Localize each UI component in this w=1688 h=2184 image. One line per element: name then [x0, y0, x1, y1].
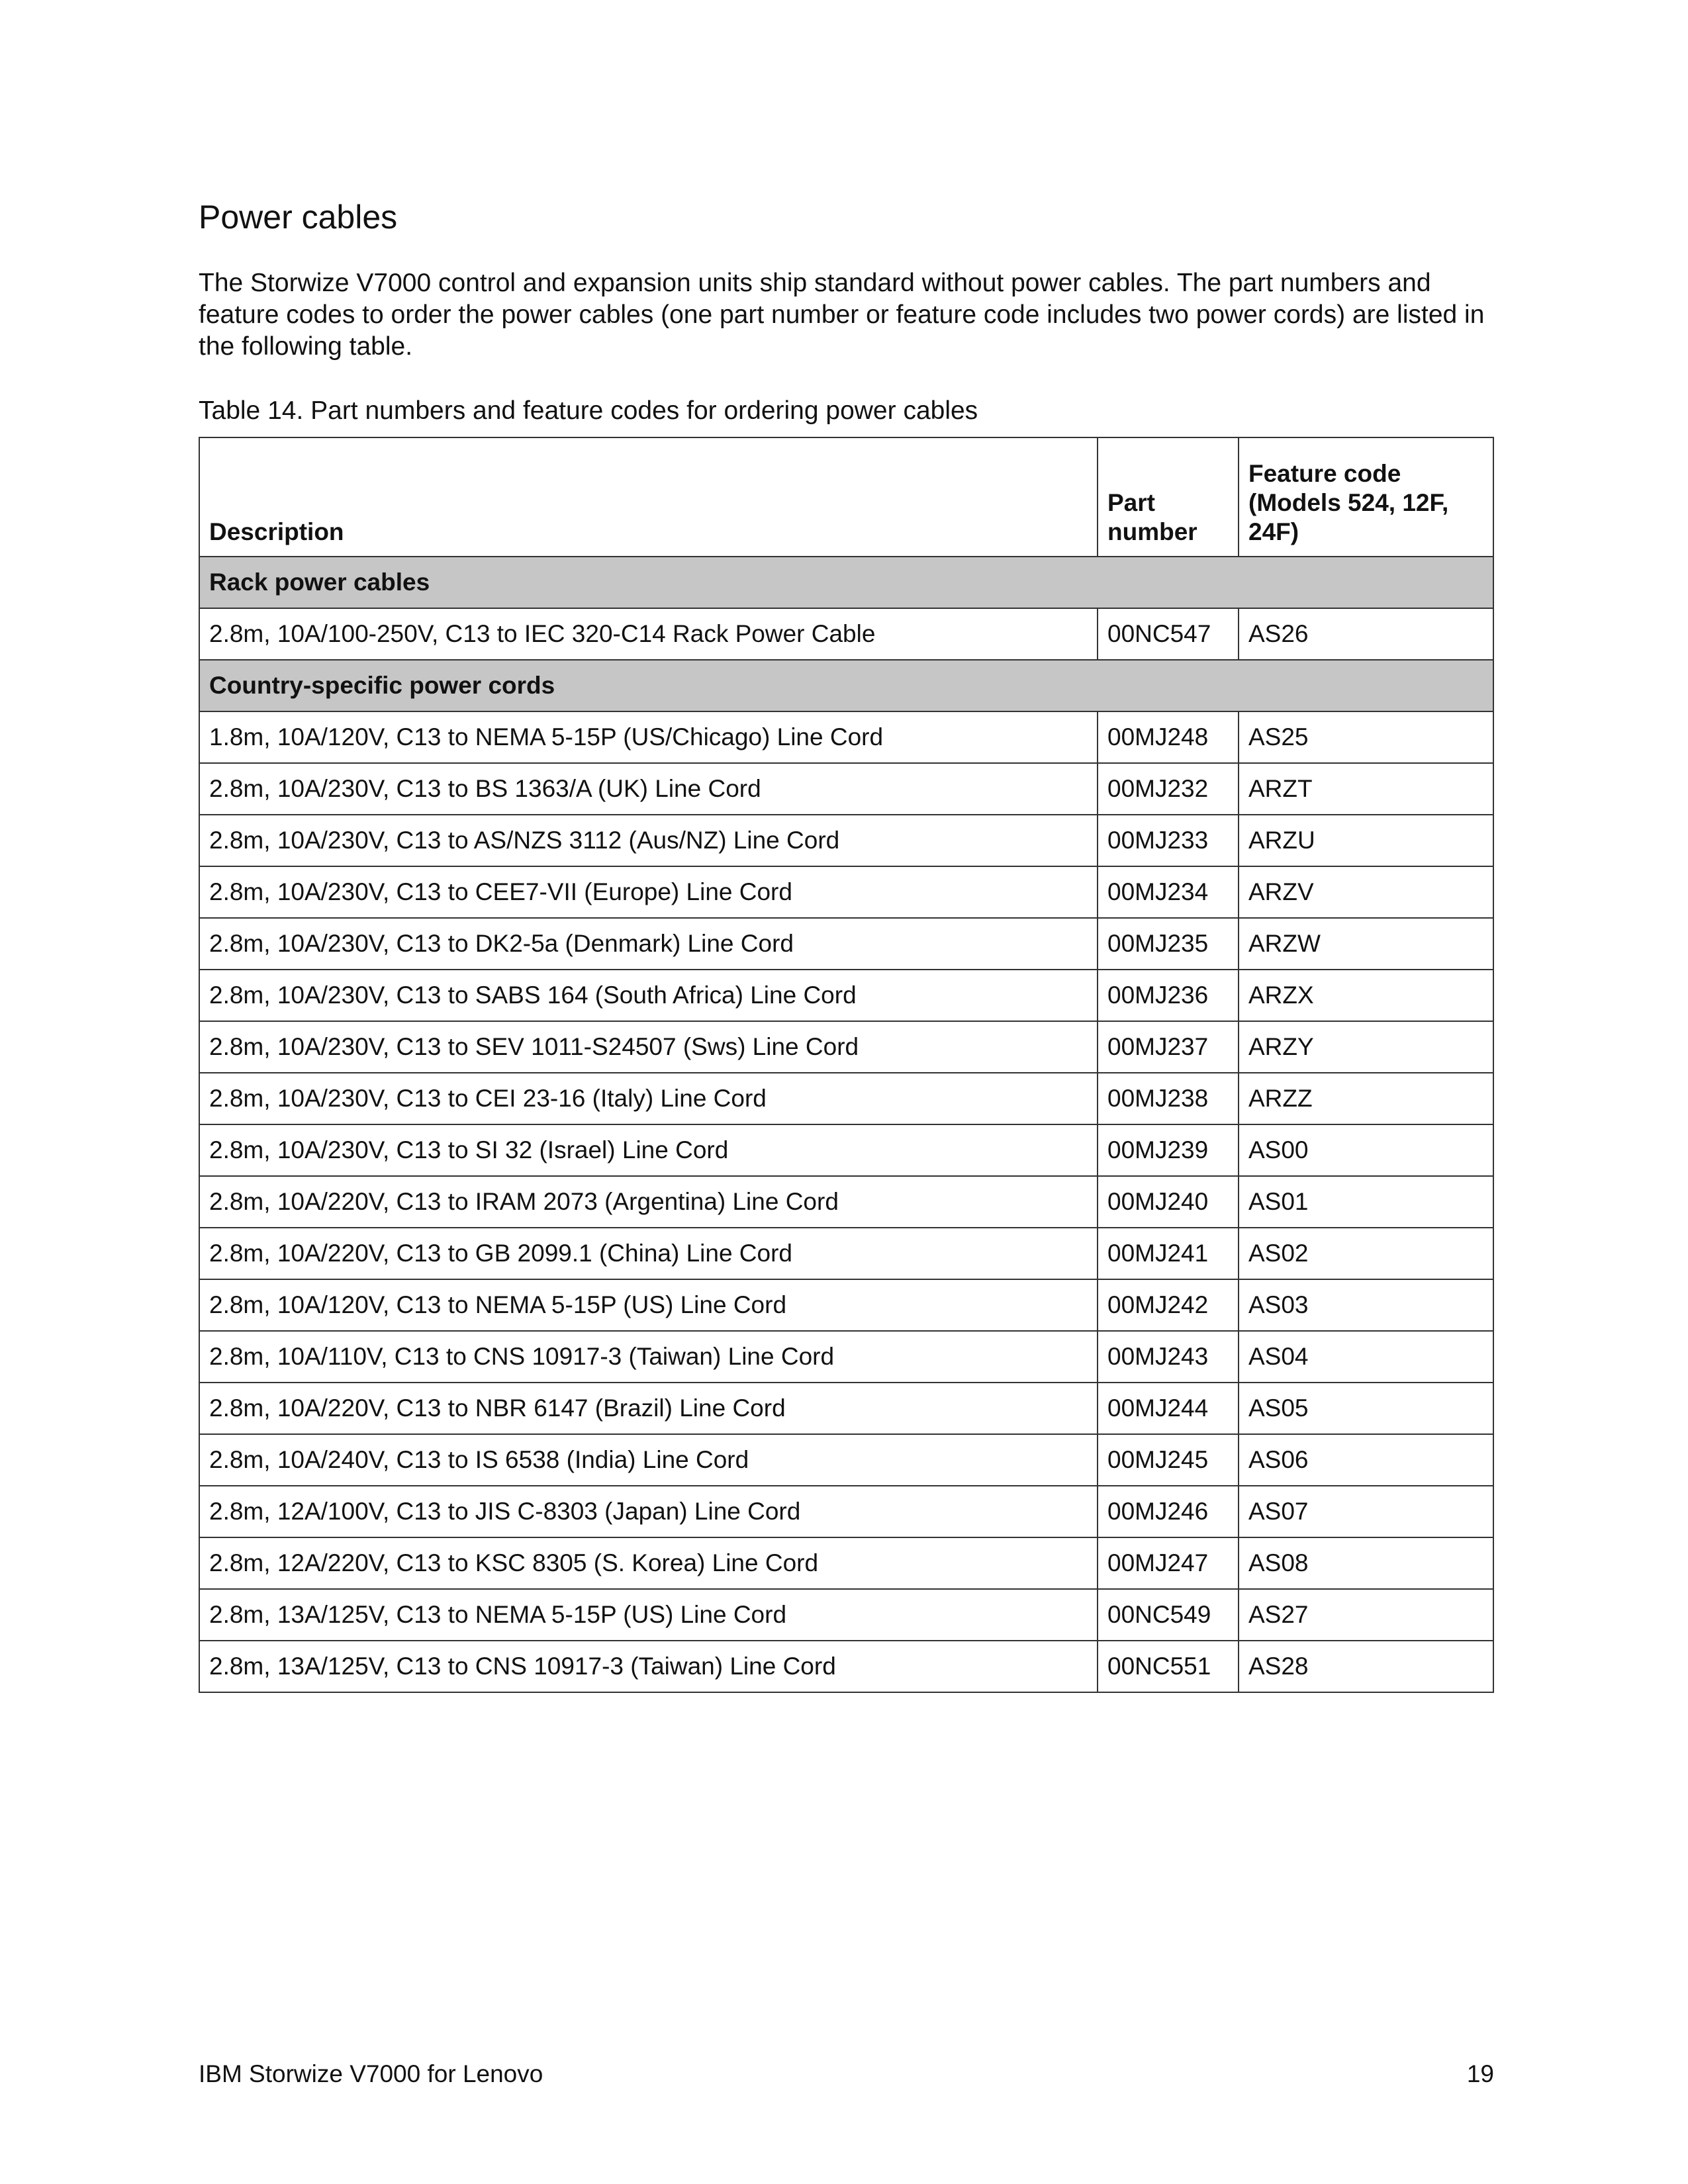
table-header-row: [199, 437, 1493, 557]
cell-part-number: 00MJ234: [1098, 866, 1239, 918]
cell-feature-code: ARZW: [1239, 918, 1493, 970]
cell-feature-code: AS07: [1239, 1486, 1493, 1537]
cell-description: 2.8m, 10A/230V, C13 to SI 32 (Israel) Line Cord: [199, 1124, 1098, 1176]
cell-part-number: 00MJ232: [1098, 763, 1239, 815]
cell-feature-code: AS28: [1239, 1641, 1493, 1692]
cell-part-number: 00MJ248: [1098, 711, 1239, 763]
table-row: [199, 1486, 1493, 1537]
table-section-row: [199, 557, 1493, 608]
footer-page-number: 19: [1466, 2060, 1494, 2087]
cell-description: 2.8m, 12A/220V, C13 to KSC 8305 (S. Korea) Line Cord: [199, 1537, 1098, 1589]
cell-description: 2.8m, 10A/110V, C13 to CNS 10917-3 (Taiwan) Line Cord: [199, 1331, 1098, 1383]
cell-feature-code: AS02: [1239, 1228, 1493, 1279]
cell-feature-code: AS27: [1239, 1589, 1493, 1641]
cell-part-number: 00MJ246: [1098, 1486, 1239, 1537]
cell-feature-code: ARZZ: [1239, 1073, 1493, 1124]
cell-description: 2.8m, 10A/230V, C13 to SEV 1011-S24507 (Sws) Line Cord: [199, 1021, 1098, 1073]
cell-part-number: 00MJ236: [1098, 970, 1239, 1021]
table-row: [199, 1021, 1493, 1073]
cell-description: 2.8m, 10A/220V, C13 to GB 2099.1 (China) Line Cord: [199, 1228, 1098, 1279]
table-row: [199, 1279, 1493, 1331]
cell-part-number: 00MJ237: [1098, 1021, 1239, 1073]
cell-part-number: 00NC547: [1098, 608, 1239, 660]
section-heading: Rack power cables: [199, 557, 1493, 608]
cell-feature-code: AS04: [1239, 1331, 1493, 1383]
cell-description: 2.8m, 10A/230V, C13 to DK2-5a (Denmark) Line Cord: [199, 918, 1098, 970]
power-cables-table: [199, 437, 1494, 1693]
table-row: [199, 1073, 1493, 1124]
cell-description: 1.8m, 10A/120V, C13 to NEMA 5-15P (US/Chicago) Line Cord: [199, 711, 1098, 763]
table-row: [199, 866, 1493, 918]
cell-feature-code: AS25: [1239, 711, 1493, 763]
cell-description: 2.8m, 10A/220V, C13 to IRAM 2073 (Argentina) Line Cord: [199, 1176, 1098, 1228]
table-row: [199, 608, 1493, 660]
cell-description: 2.8m, 10A/230V, C13 to AS/NZS 3112 (Aus/NZ) Line Cord: [199, 815, 1098, 866]
table-row: [199, 815, 1493, 866]
cell-feature-code: AS01: [1239, 1176, 1493, 1228]
cell-part-number: 00MJ245: [1098, 1434, 1239, 1486]
cell-feature-code: ARZU: [1239, 815, 1493, 866]
table-row: [199, 1331, 1493, 1383]
table-row: [199, 970, 1493, 1021]
table-caption: Table 14. Part numbers and feature codes for ordering power cables: [199, 396, 978, 425]
cell-part-number: 00MJ243: [1098, 1331, 1239, 1383]
cell-part-number: 00MJ244: [1098, 1383, 1239, 1434]
cell-description: 2.8m, 10A/230V, C13 to BS 1363/A (UK) Line Cord: [199, 763, 1098, 815]
cell-part-number: 00MJ238: [1098, 1073, 1239, 1124]
cell-description: 2.8m, 13A/125V, C13 to NEMA 5-15P (US) Line Cord: [199, 1589, 1098, 1641]
cell-part-number: 00NC549: [1098, 1589, 1239, 1641]
cell-part-number: 00NC551: [1098, 1641, 1239, 1692]
table-row: [199, 1124, 1493, 1176]
header-part-number: Part number: [1098, 437, 1239, 557]
header-description: Description: [199, 437, 1098, 557]
table-row: [199, 1228, 1493, 1279]
cell-part-number: 00MJ235: [1098, 918, 1239, 970]
cell-feature-code: AS26: [1239, 608, 1493, 660]
cell-feature-code: AS05: [1239, 1383, 1493, 1434]
cell-part-number: 00MJ240: [1098, 1176, 1239, 1228]
section-heading: Country-specific power cords: [199, 660, 1493, 711]
header-feature-code: Feature code (Models 524, 12F, 24F): [1239, 437, 1493, 557]
cell-description: 2.8m, 10A/220V, C13 to NBR 6147 (Brazil) Line Cord: [199, 1383, 1098, 1434]
cell-description: 2.8m, 10A/120V, C13 to NEMA 5-15P (US) Line Cord: [199, 1279, 1098, 1331]
cell-part-number: 00MJ239: [1098, 1124, 1239, 1176]
table-body: [199, 557, 1493, 1692]
table-row: [199, 1589, 1493, 1641]
table-row: [199, 711, 1493, 763]
cell-feature-code: ARZV: [1239, 866, 1493, 918]
table-row: [199, 1537, 1493, 1589]
table-row: [199, 1434, 1493, 1486]
cell-description: 2.8m, 10A/230V, C13 to CEI 23-16 (Italy) Line Cord: [199, 1073, 1098, 1124]
cell-description: 2.8m, 10A/240V, C13 to IS 6538 (India) Line Cord: [199, 1434, 1098, 1486]
table-row: [199, 1641, 1493, 1692]
cell-part-number: 00MJ247: [1098, 1537, 1239, 1589]
cell-feature-code: ARZT: [1239, 763, 1493, 815]
cell-description: 2.8m, 10A/100-250V, C13 to IEC 320-C14 Rack Power Cable: [199, 608, 1098, 660]
table-section-row: [199, 660, 1493, 711]
cell-description: 2.8m, 10A/230V, C13 to SABS 164 (South Africa) Line Cord: [199, 970, 1098, 1021]
page-title: Power cables: [199, 199, 398, 236]
intro-paragraph: The Storwize V7000 control and expansion units ship standard without power cables. The part numbers and feature codes to order the power cables (one part number or feature code includes two power cords) are listed in the following table.: [199, 269, 1485, 361]
cell-feature-code: AS00: [1239, 1124, 1493, 1176]
cell-part-number: 00MJ242: [1098, 1279, 1239, 1331]
cell-part-number: 00MJ241: [1098, 1228, 1239, 1279]
table-row: [199, 1176, 1493, 1228]
cell-description: 2.8m, 12A/100V, C13 to JIS C-8303 (Japan) Line Cord: [199, 1486, 1098, 1537]
cell-description: 2.8m, 10A/230V, C13 to CEE7-VII (Europe) Line Cord: [199, 866, 1098, 918]
cell-part-number: 00MJ233: [1098, 815, 1239, 866]
cell-feature-code: ARZX: [1239, 970, 1493, 1021]
cell-feature-code: ARZY: [1239, 1021, 1493, 1073]
footer-doc-title: IBM Storwize V7000 for Lenovo: [199, 2060, 543, 2087]
cell-feature-code: AS08: [1239, 1537, 1493, 1589]
table-row: [199, 1383, 1493, 1434]
table-row: [199, 918, 1493, 970]
cell-description: 2.8m, 13A/125V, C13 to CNS 10917-3 (Taiwan) Line Cord: [199, 1641, 1098, 1692]
cell-feature-code: AS03: [1239, 1279, 1493, 1331]
table-row: [199, 763, 1493, 815]
cell-feature-code: AS06: [1239, 1434, 1493, 1486]
